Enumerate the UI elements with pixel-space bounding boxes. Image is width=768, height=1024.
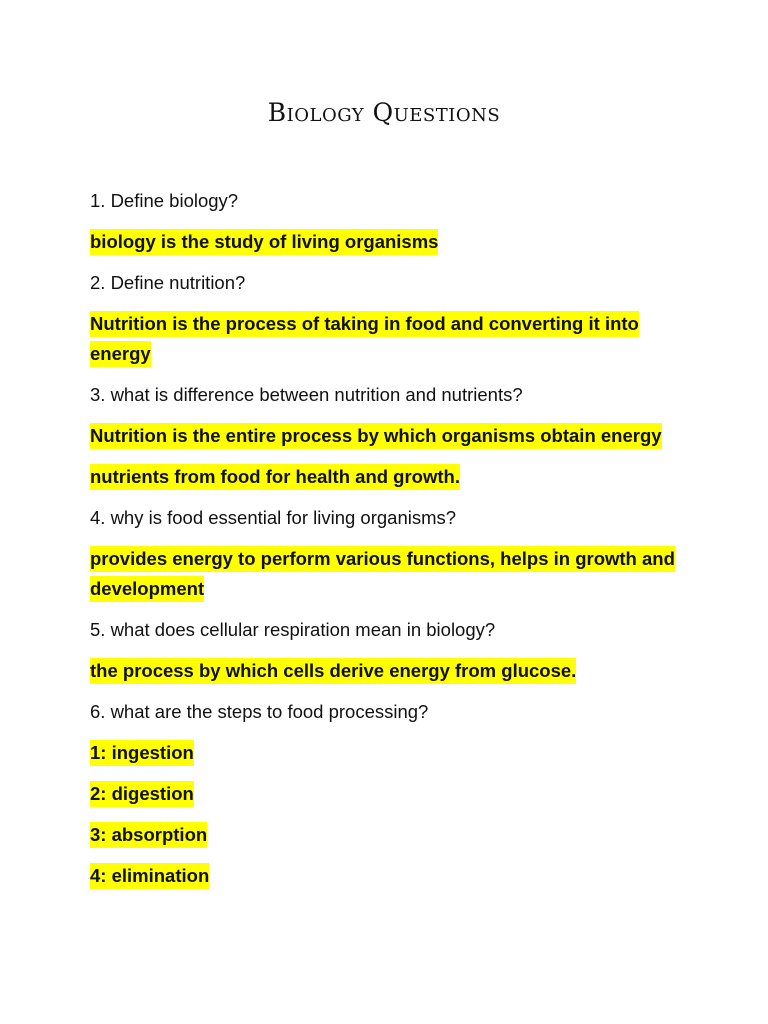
question-1: 1. Define biology? <box>90 190 239 211</box>
answer-6-step-1: 1: ingestion <box>90 738 690 768</box>
answer-4: provides energy to perform various functions, helps in growth and development <box>90 544 690 604</box>
question-4: 4. why is food essential for living organisms? <box>90 507 457 528</box>
answer-6-step-4: 4: elimination <box>90 861 690 891</box>
question-5: 5. what does cellular respiration mean in biology? <box>90 619 496 640</box>
question-3: 3. what is difference between nutrition and nutrients? <box>90 384 523 405</box>
answer-1: biology is the study of living organisms <box>90 227 690 257</box>
answer-3b: nutrients from food for health and growth. <box>90 462 690 492</box>
answer-3a: Nutrition is the entire process by which organisms obtain energy <box>90 421 690 451</box>
question-2: 2. Define nutrition? <box>90 272 246 293</box>
document-title: Biology Questions <box>267 98 501 127</box>
answer-2: Nutrition is the process of taking in food and converting it into energy <box>90 309 690 369</box>
answer-5: the process by which cells derive energy from glucose. <box>90 656 690 686</box>
answer-6-step-3: 3: absorption <box>90 820 690 850</box>
document-body <box>90 186 690 902</box>
answer-6-step-2: 2: digestion <box>90 779 690 809</box>
question-6: 6. what are the steps to food processing? <box>90 701 429 722</box>
